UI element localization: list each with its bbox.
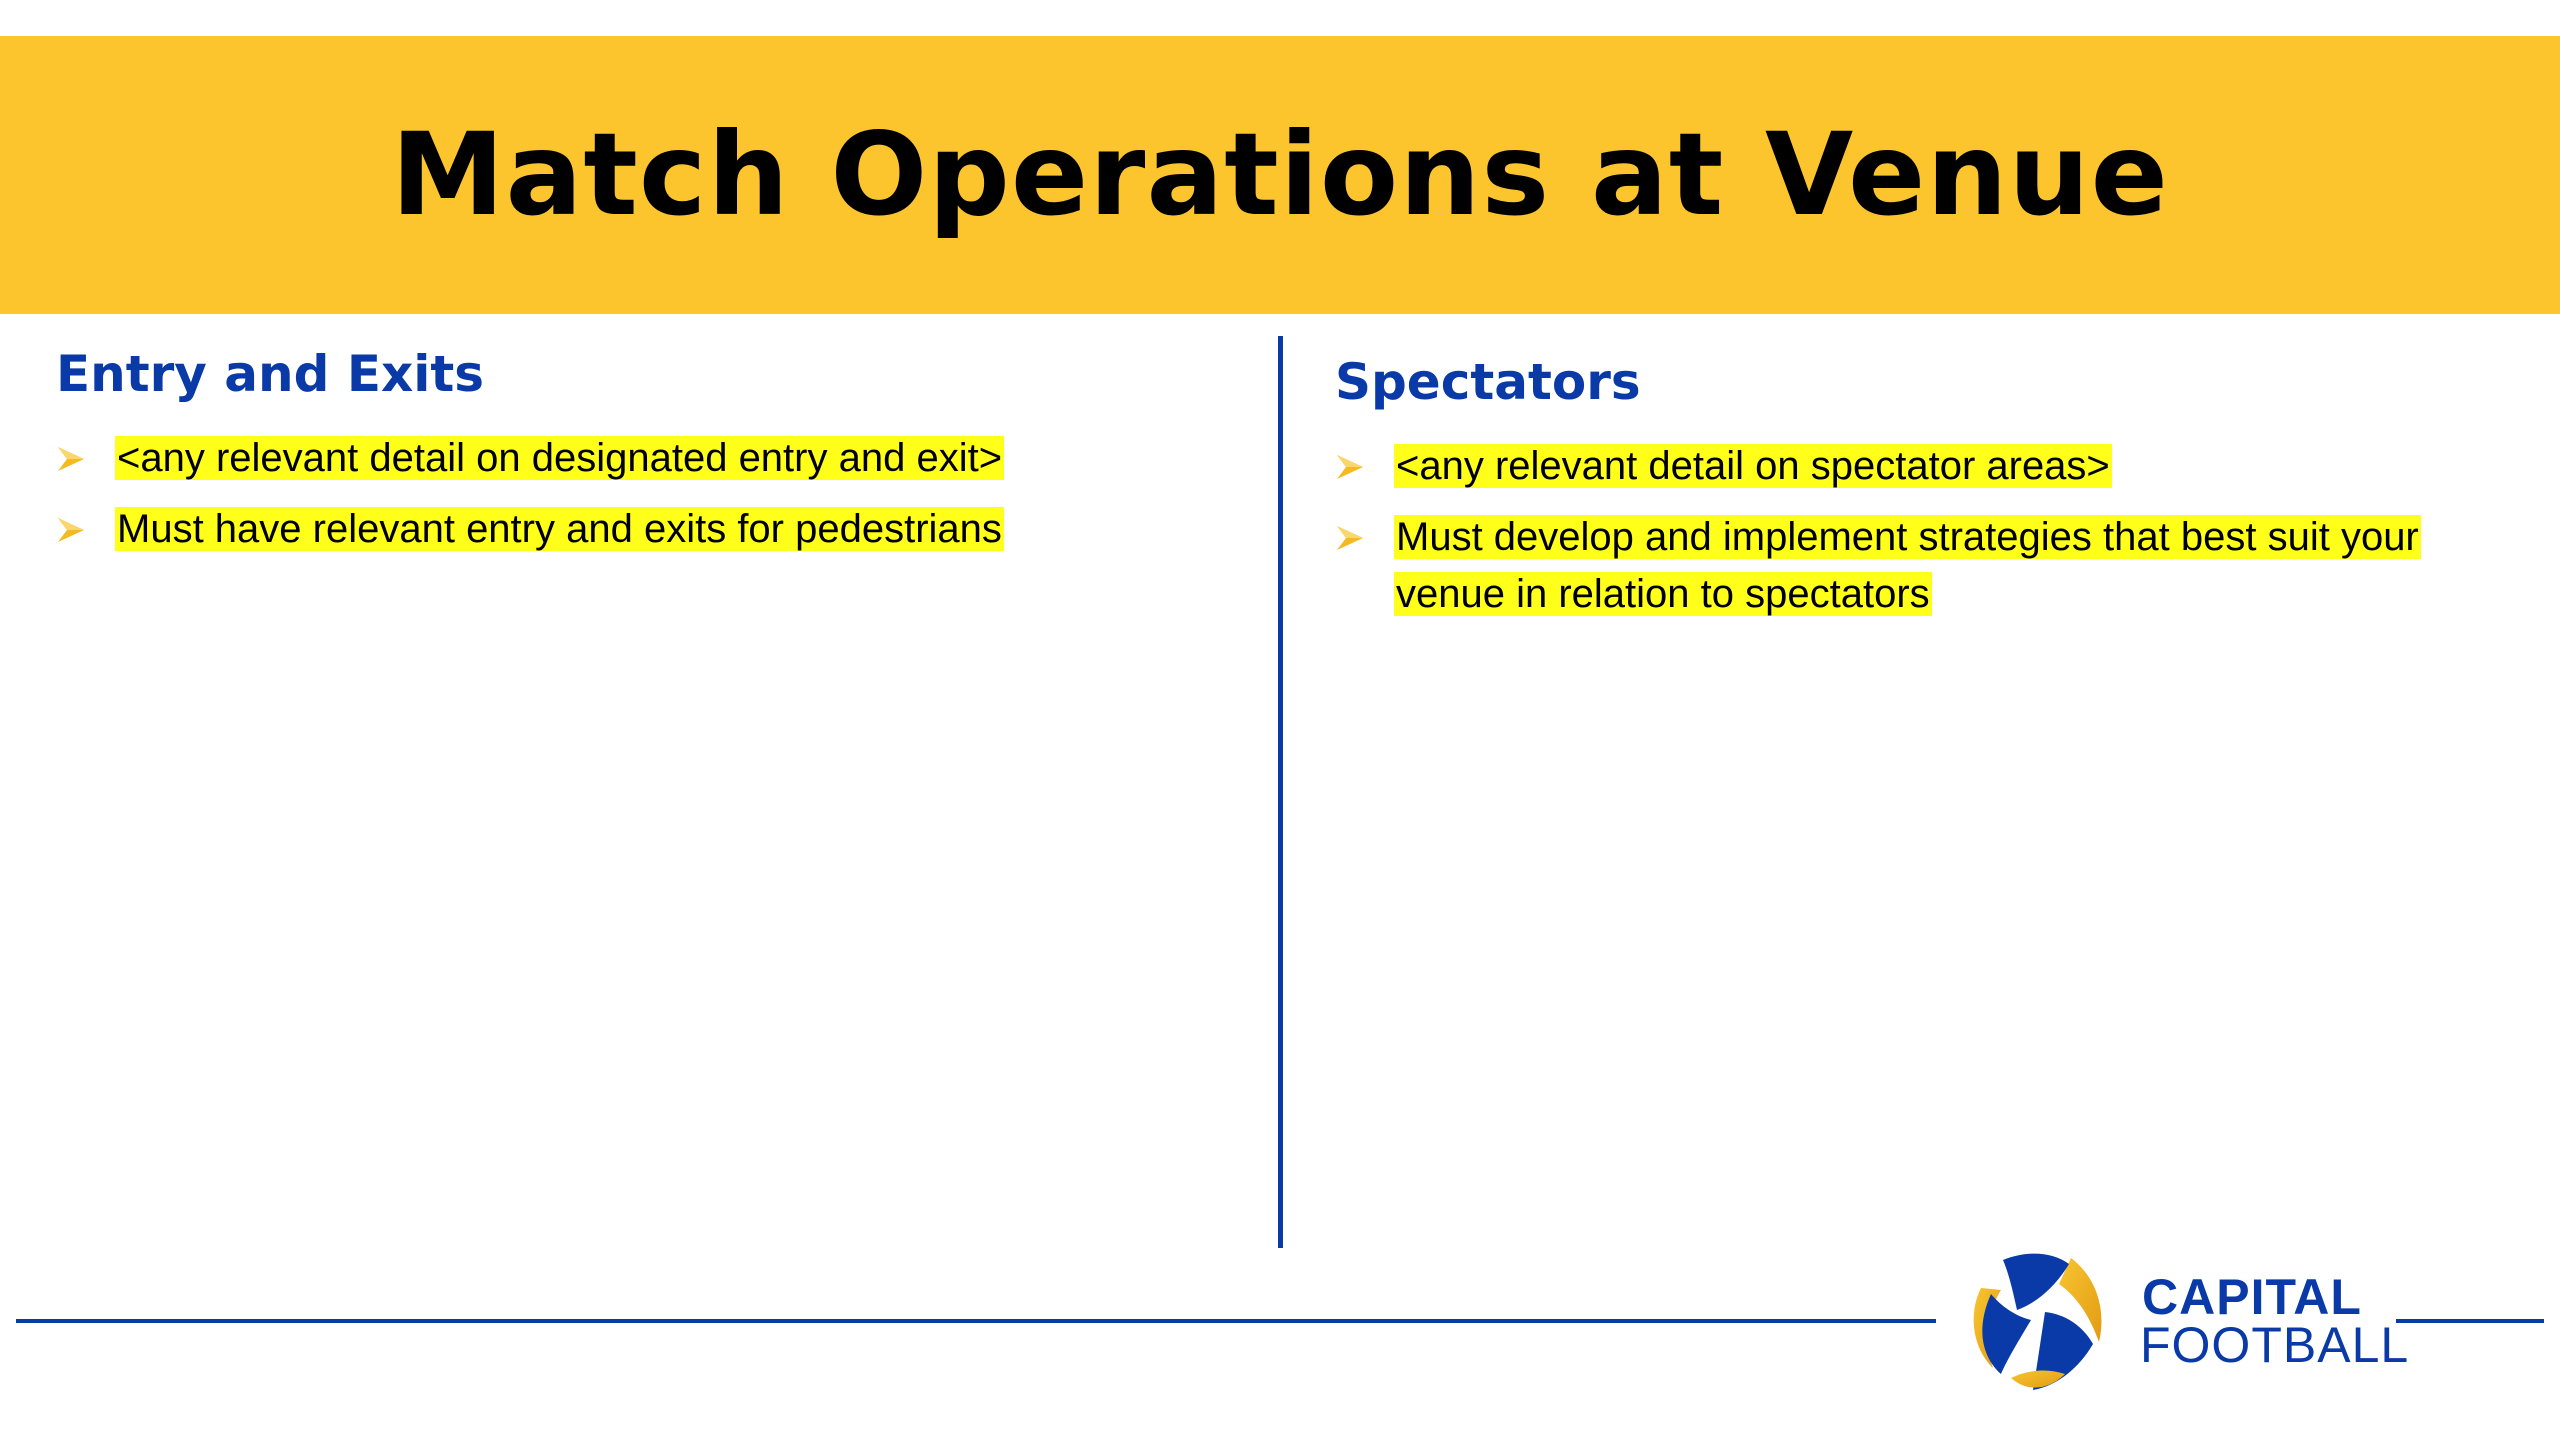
left-column-heading: Entry and Exits [56, 345, 485, 403]
right-column [1335, 348, 2535, 637]
column-divider [1278, 336, 1283, 1248]
list-item [1335, 438, 2535, 495]
arrowhead-bullet-icon [1335, 452, 1365, 482]
footer-rule-left [16, 1319, 1936, 1323]
right-column-heading: Spectators [1335, 353, 1641, 411]
slide-title: Match Operations at Venue [391, 108, 2169, 241]
list-item [1335, 509, 2535, 623]
bullet-text: Must have relevant entry and exits for pedestrians [117, 507, 1002, 551]
arrowhead-bullet-icon [56, 444, 86, 474]
arrowhead-bullet-icon [1335, 523, 1365, 553]
capital-football-logo-icon [1961, 1250, 2107, 1396]
capital-football-logo [1955, 1248, 2410, 1398]
right-bullet-list [1335, 438, 2535, 623]
list-item [56, 501, 1236, 558]
title-banner [0, 36, 2560, 314]
logo-text-football: FOOTBALL [2140, 1317, 2410, 1373]
bullet-text: Must develop and implement strategies that best suit your venue in relation to spectators [1396, 515, 2419, 616]
arrowhead-bullet-icon [56, 515, 86, 545]
bullet-text: <any relevant detail on designated entry and exit> [117, 436, 1003, 480]
footer-rule-right [2396, 1319, 2544, 1323]
left-column [56, 340, 1236, 572]
left-bullet-list [56, 430, 1236, 558]
list-item [56, 430, 1236, 487]
logo-text-capital: CAPITAL [2142, 1269, 2362, 1325]
bullet-text: <any relevant detail on spectator areas> [1396, 444, 2110, 488]
